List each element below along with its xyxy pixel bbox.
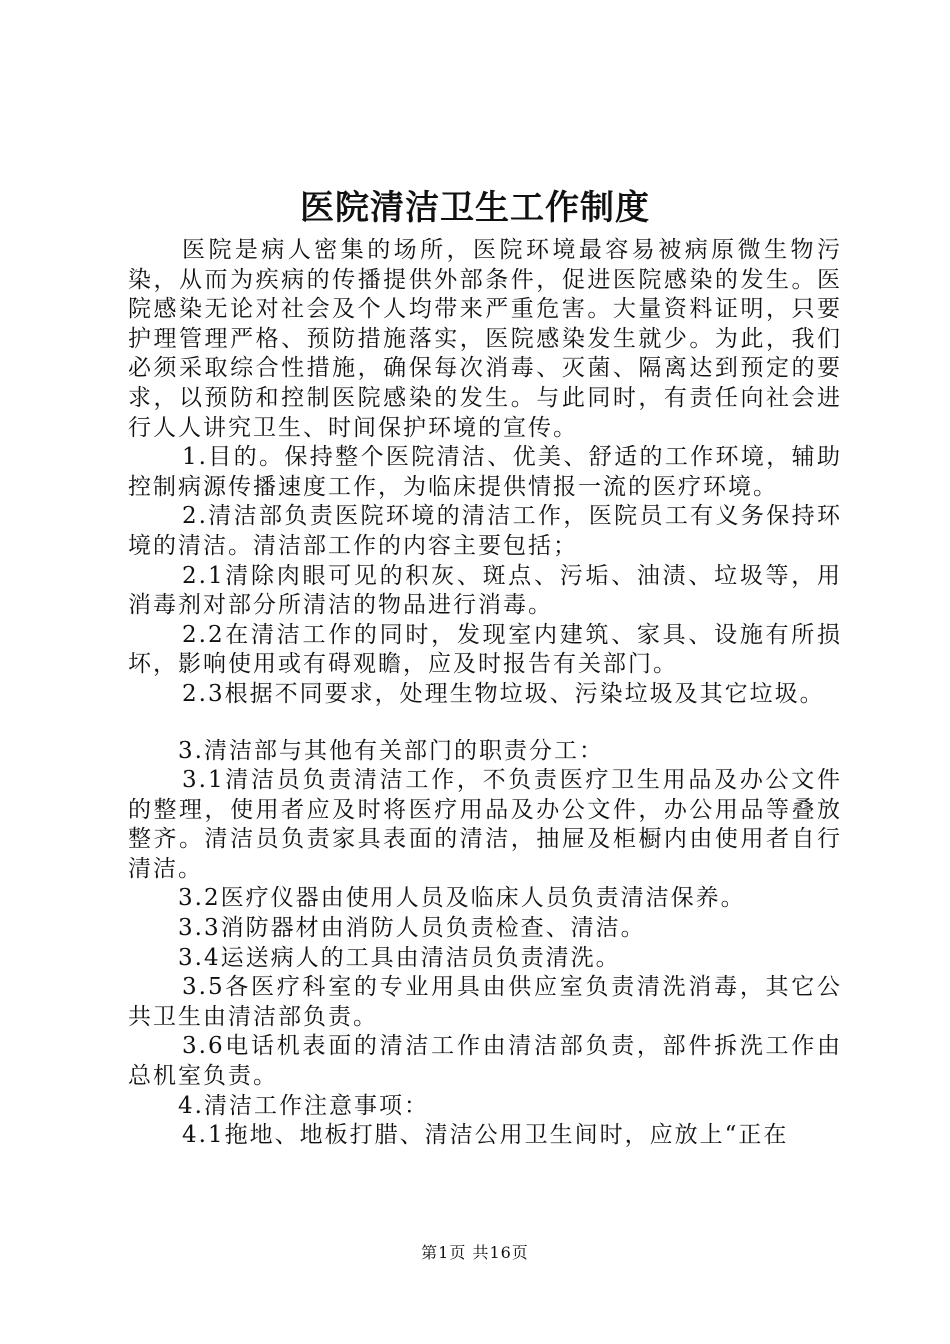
page-number-footer: 第1页 共16页 bbox=[421, 1243, 529, 1262]
paragraph-3-4: 3.4运送病人的工具由清洁员负责清洗。 bbox=[178, 944, 621, 971]
paragraph-3-5: 3.5各医疗科室的专业用具由供应室负责清洗消毒，其它公共卫生由清洁部负责。 bbox=[128, 974, 842, 1030]
paragraph-intro: 医院是病人密集的场所，医院环境最容易被病原微生物污染，从而为疾病的传播提供外部条件，促进医院感染的发生。医院感染无论对社会及个人均带来严重危害。大量资料证明，只要护理管理严格、预防措施落实，医院感染发生就少。为此，我们必须采取综合性措施，确保每次消毒、灭菌、隔离达到预定的要求，以预防和控制医院感染的发生。与此同时，有责任向社会进行人人讲究卫生、时间保护环境的宣传。 bbox=[128, 237, 842, 441]
paragraph-gap bbox=[128, 710, 842, 737]
document-title: 医院清洁卫生工作制度 bbox=[300, 188, 650, 228]
paragraph-2: 2.清洁部负责医院环境的清洁工作，医院员工有义务保持环境的清洁。清洁部工作的内容主要包括； bbox=[128, 503, 842, 559]
paragraph-1: 1.目的。保持整个医院清洁、优美、舒适的工作环境，辅助控制病源传播速度工作，为临床提供情报一流的医疗环境。 bbox=[128, 444, 842, 500]
paragraph-3-3: 3.3消防器材由消防人员负责检查、清洁。 bbox=[178, 915, 646, 942]
paragraph-3: 3.清洁部与其他有关部门的职责分工： bbox=[178, 737, 604, 764]
paragraph-4-1: 4.1拖地、地板打腊、清洁公用卫生间时，应放上“正在 bbox=[182, 1122, 789, 1149]
paragraph-3-2: 3.2医疗仪器由使用人员及临床人员负责清洁保养。 bbox=[178, 885, 746, 912]
paragraph-3-1: 3.1清洁员负责清洁工作，不负责医疗卫生用品及办公文件的整理，使用者应及时将医疗用品及办公文件，办公用品等叠放整齐。清洁员负责家具表面的清洁，抽屉及柜橱内由使用者自行清洁。 bbox=[128, 767, 842, 882]
paragraph-3-6: 3.6电话机表面的清洁工作由清洁部负责，部件拆洗工作由总机室负责。 bbox=[128, 1033, 842, 1090]
paragraph-2-3: 2.3根据不同要求，处理生物垃圾、污染垃圾及其它垃圾。 bbox=[182, 680, 825, 707]
paragraph-4: 4.清洁工作注意事项： bbox=[178, 1092, 429, 1119]
paragraph-2-1: 2.1清除肉眼可见的积灰、斑点、污垢、油渍、垃圾等，用消毒剂对部分所清洁的物品进行消毒。 bbox=[128, 562, 842, 619]
document-body bbox=[128, 236, 842, 1151]
paragraph-2-2: 2.2在清洁工作的同时，发现室内建筑、家具、设施有所损坏，影响使用或有碍观瞻，应及时报告有关部门。 bbox=[128, 621, 842, 678]
